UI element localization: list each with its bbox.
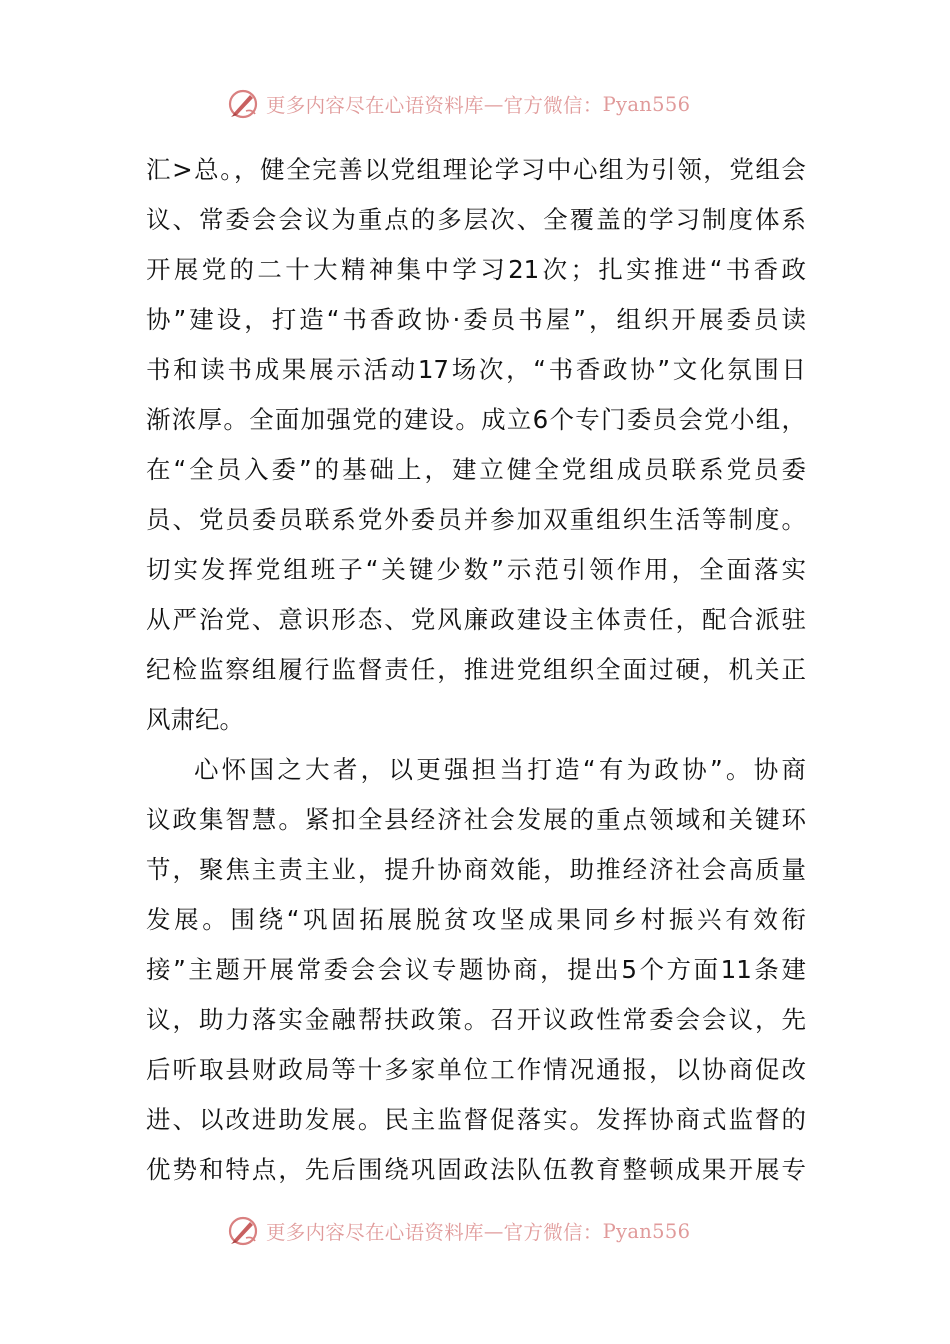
watermark-wechat-id: Pyan556 [602, 1219, 691, 1243]
text-line: 议、常委会会议为重点的多层次、全覆盖的学习制度体系 [146, 205, 806, 234]
text-line: 汇>总。，健全完善以党组理论学习中心组为引领，党组会 [146, 155, 806, 184]
text-line: 发展。围绕“巩固拓展脱贫攻坚成果同乡村振兴有效衔 [146, 905, 806, 934]
text-line: 渐浓厚。全面加强党的建设。成立6个专门委员会党小组， [146, 405, 806, 434]
footer-watermark [226, 1211, 726, 1251]
header-watermark [226, 84, 726, 124]
text-line: 议政集智慧。紧扣全县经济社会发展的重点领域和关键环 [146, 805, 806, 834]
pen-brush-logo-icon [226, 87, 260, 121]
text-line: 员、党员委员联系党外委员并参加双重组织生活等制度。 [146, 505, 806, 534]
text-line: 节，聚焦主责主业，提升协商效能，助推经济社会高质量 [146, 855, 806, 884]
text-line: 切实发挥党组班子“关键少数”示范引领作用，全面落实 [146, 555, 806, 584]
watermark-wechat-label: 官方微信： [503, 1221, 603, 1244]
text-line: 协”建设，打造“书香政协·委员书屋”，组织开展委员读 [146, 305, 806, 334]
text-line: 在“全员入委”的基础上，建立健全党组成员联系党员委 [146, 455, 806, 484]
watermark-dash: — [483, 1219, 504, 1243]
text-line: 风肃纪。 [146, 705, 244, 734]
text-line: 后听取县财政局等十多家单位工作情况通报，以协商促改 [146, 1055, 806, 1084]
watermark-brand: 更多内容尽在心语资料库 [266, 1221, 484, 1244]
paragraph-first-line: 心怀国之大者，以更强担当打造“有为政协”。协商 [194, 755, 806, 784]
pen-brush-logo-icon [226, 1214, 260, 1248]
text-line: 从严治党、意识形态、党风廉政建设主体责任，配合派驻 [146, 605, 806, 634]
watermark-dash: — [483, 92, 504, 116]
text-line: 纪检监察组履行监督责任，推进党组织全面过硬，机关正 [146, 655, 806, 684]
watermark-wechat-label: 官方微信： [503, 94, 603, 117]
body-text [146, 145, 806, 1195]
watermark-wechat-id: Pyan556 [602, 92, 691, 116]
text-line: 议，助力落实金融帮扶政策。召开议政性常委会会议，先 [146, 1005, 806, 1034]
text-line: 开展党的二十大精神集中学习21次；扎实推进“书香政 [146, 255, 806, 284]
text-line: 接”主题开展常委会会议专题协商，提出5个方面11条建 [146, 955, 806, 984]
text-line: 进、以改进助发展。民主监督促落实。发挥协商式监督的 [146, 1105, 806, 1134]
text-line: 书和读书成果展示活动17场次，“书香政协”文化氛围日 [146, 355, 806, 384]
text-line: 优势和特点，先后围绕巩固政法队伍教育整顿成果开展专 [146, 1155, 806, 1184]
watermark-brand: 更多内容尽在心语资料库 [266, 94, 484, 117]
